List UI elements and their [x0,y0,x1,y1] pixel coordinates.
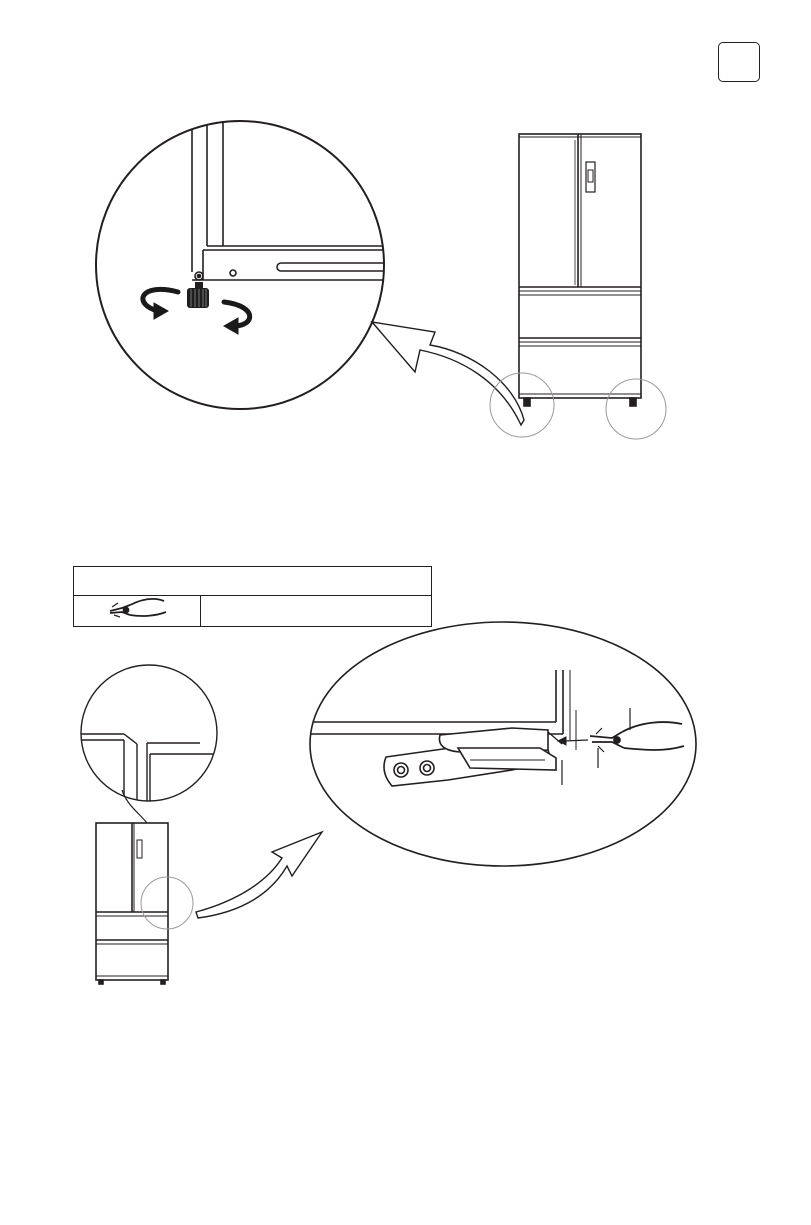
tool-table-label-cell [201,595,432,627]
refrigerator-icon [96,823,168,984]
refrigerator-icon [519,134,641,406]
callout-arrow-icon [196,832,322,918]
pliers-icon [558,722,684,752]
rotate-left-arrow-icon [143,289,178,319]
leveling-foot [187,282,209,308]
focus-circle-right [606,379,666,439]
tool-table-header [74,567,431,596]
tool-table [73,566,432,627]
door-gap-zoom-circle [80,665,217,823]
rotate-right-arrow-icon [224,302,250,334]
focus-circle-hinge [141,877,193,929]
focus-circle-left [490,373,554,437]
leveling-foot-zoom-circle [96,110,400,409]
hinge-zoom-ellipse [300,622,696,866]
hinge-icon [384,728,562,786]
tool-table-icon-cell [74,595,201,627]
callout-arrow-icon [372,322,524,425]
